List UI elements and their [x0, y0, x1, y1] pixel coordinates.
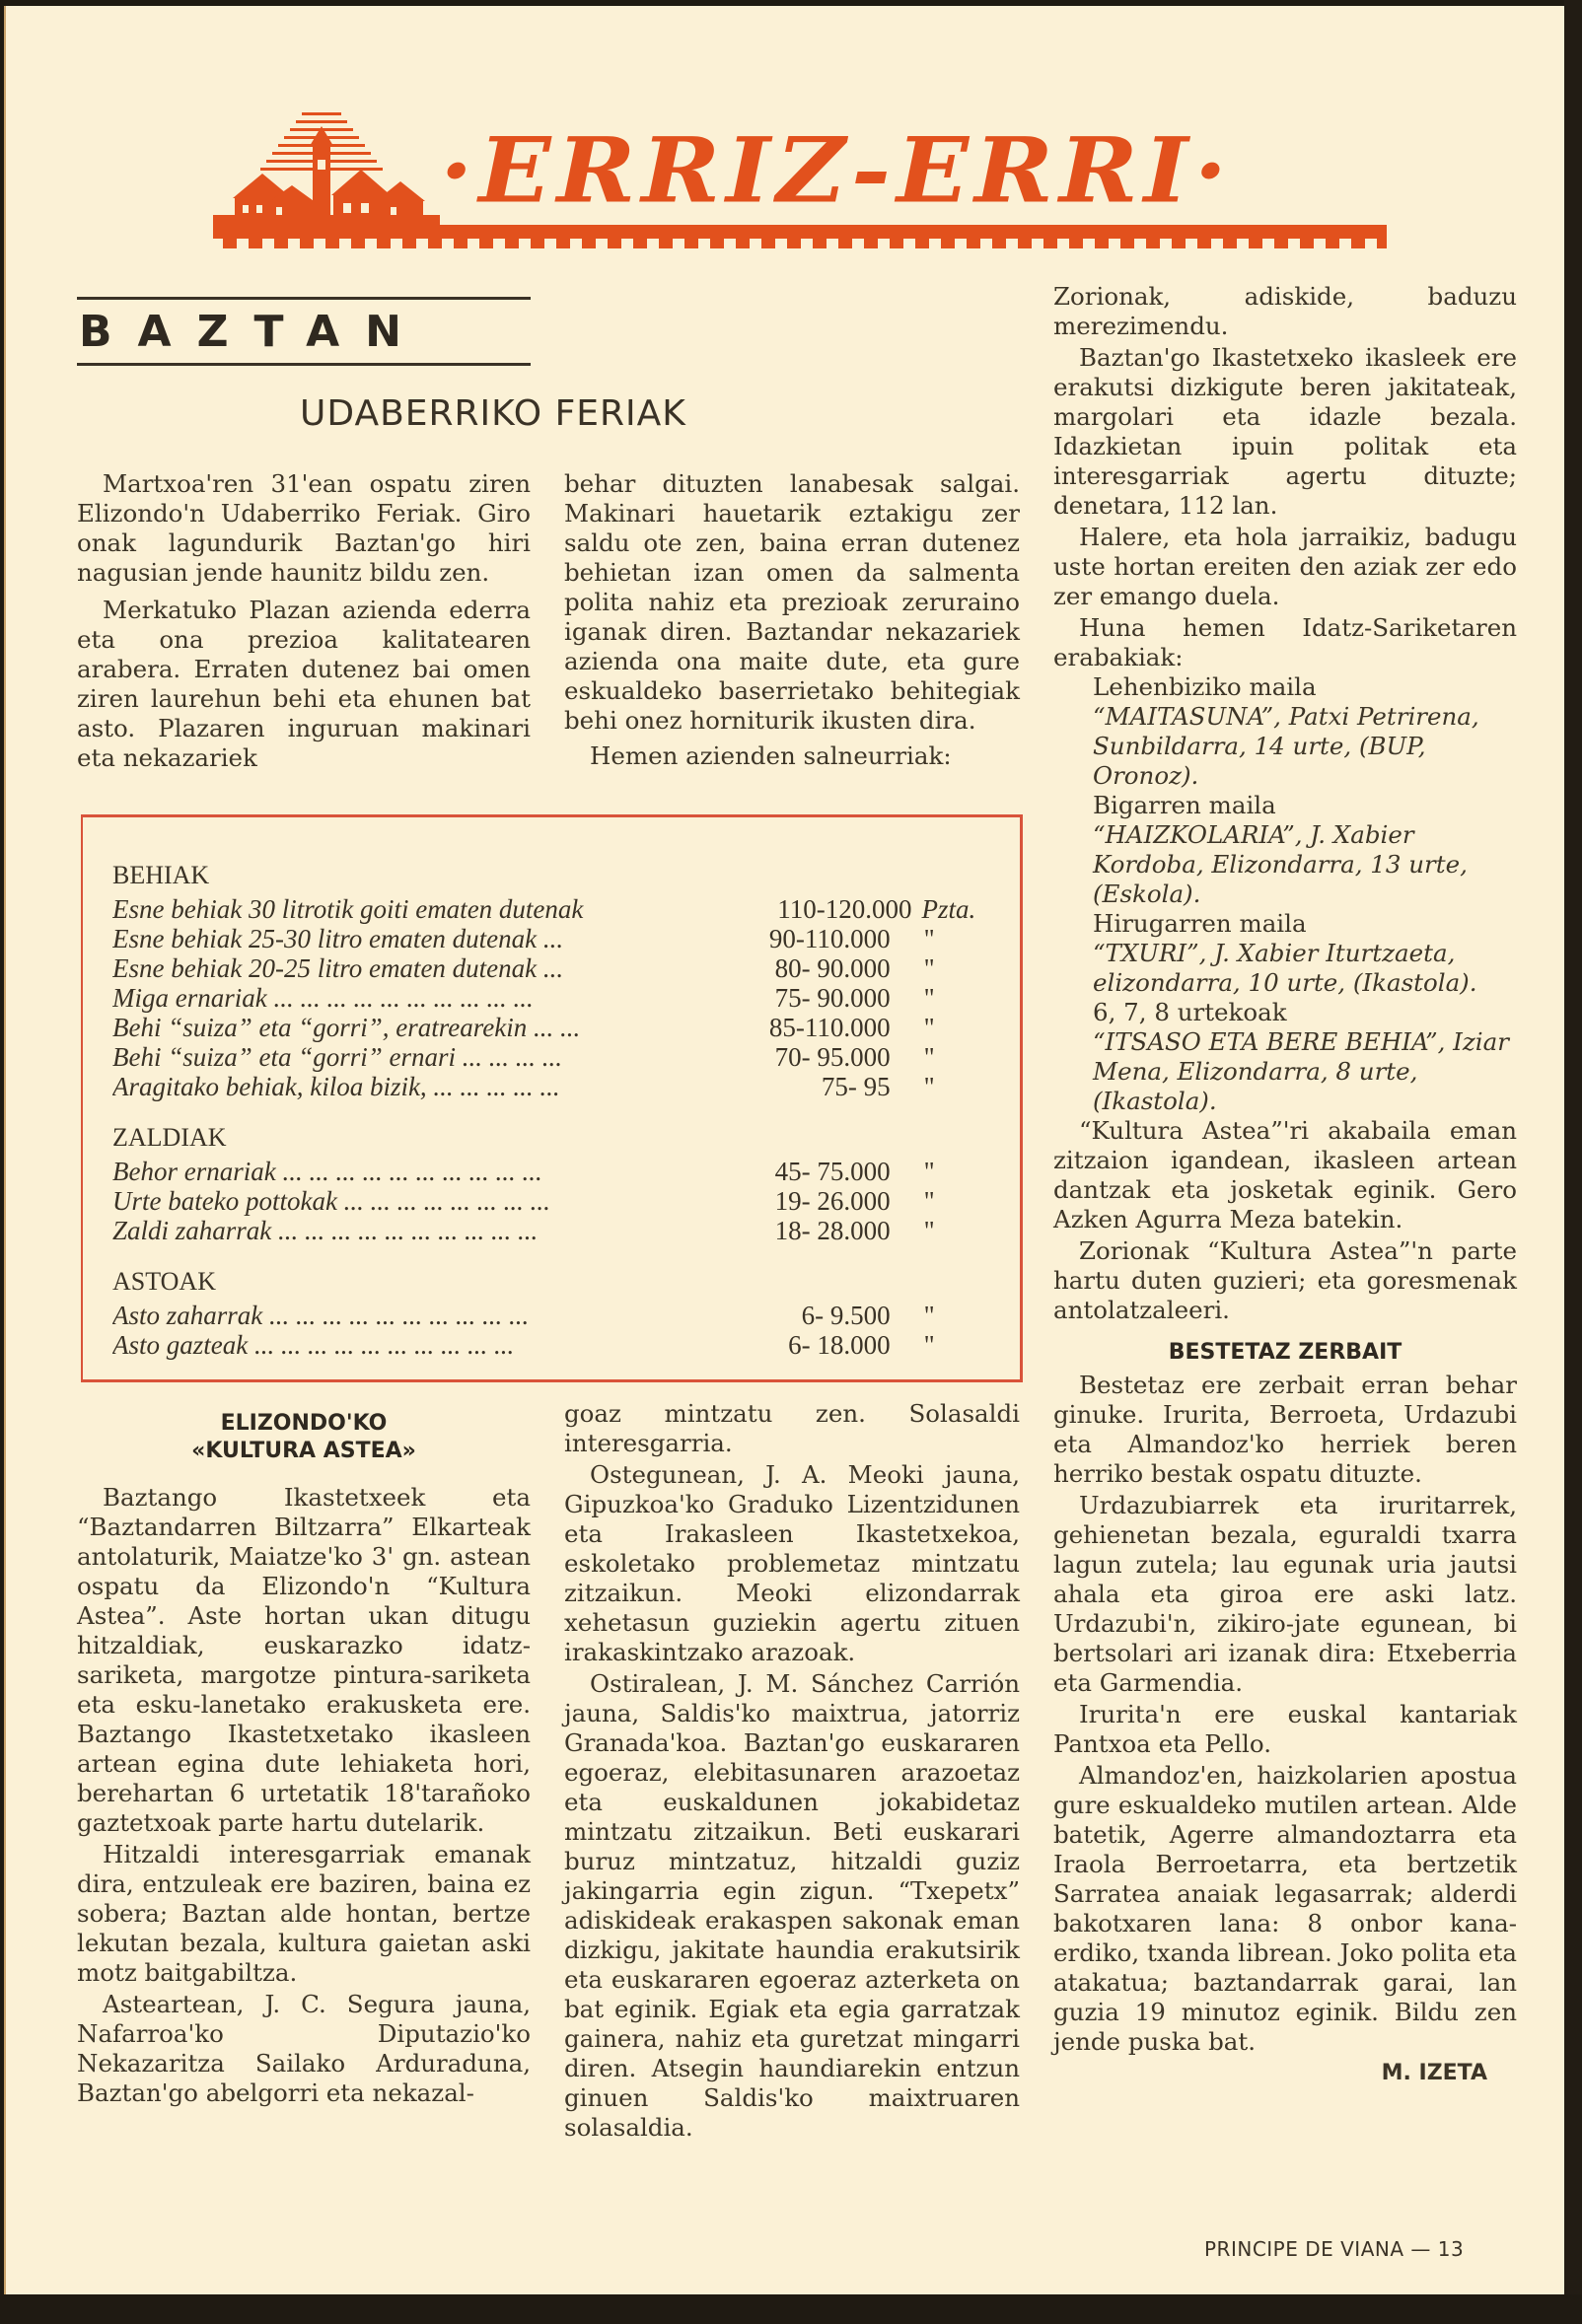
price-row — [112, 1216, 1000, 1245]
paragraph: Hemen azienden salneurriak: — [590, 741, 952, 770]
price-row — [112, 1301, 1000, 1330]
paragraph: Zorionak, adiskide, baduzu merezimendu. — [1053, 282, 1517, 340]
price-row — [112, 953, 1000, 983]
price-unit: " — [923, 924, 935, 953]
paragraph: Asteartean, J. C. Segura jauna, Nafarroa'ko Diputazio'ko Nekazaritza Sailako Arduraduna, Baztan'go abelgorri eta nekazal- — [77, 1990, 531, 2107]
award-work: “TXURI”, J. Xabier Iturtzaeta, elizondarra, 10 urte, (Ikastola). — [1093, 939, 1477, 997]
paragraph: goaz mintzatu zen. Solasaldi interesgarria. — [564, 1399, 1020, 1457]
award-item — [1093, 909, 1517, 998]
price-unit: " — [923, 1301, 935, 1330]
paragraph: Irurita'n ere euskal kantariak Pantxoa eta Pello. — [1053, 1700, 1517, 1758]
paragraph: Baztango Ikastetxeek eta “Baztandarren Biltzarra” Elkarteak antolaturik, Maiatze'ko 3' gn. astean ospatu da Elizondo'n “Kultura Astea”. Aste hortan ukan ditugu hitzaldiak, euskarazko idatz-sariketa, margotze pintura-sariketa eta esku-lanetako erakusketa ere. Baztango Ikastetxetako ikasleen artean egina dute lehiaketa hori, berehartan 6 urtetatik 18'tarañoko gaztetxoak parte hartu dutelarik. — [77, 1483, 531, 1837]
author-signature: M. IZETA — [1381, 2061, 1487, 2085]
award-level: Lehenbiziko maila — [1093, 672, 1317, 701]
price-row — [112, 924, 1000, 953]
paragraph: Merkatuko Plazan azienda ederra eta ona prezioa kalitatearen arabera. Erraten dutenez bai omen ziren laurehun behi eta ehunen bat asto. Plazaren inguruan makinari eta nekazariek — [77, 596, 531, 772]
masthead — [213, 114, 1436, 262]
price-label: Esne behiak 30 litrotik goiti ematen dutenak — [112, 894, 584, 924]
paragraph: Huna hemen Idatz-Sariketaren erabakiak: — [1053, 613, 1517, 671]
bestetaz-headline: BESTETAZ ZERBAIT — [1168, 1340, 1402, 1365]
price-value: 19- 26.000 — [774, 1186, 891, 1216]
price-category-heading: ASTOAK — [112, 1267, 216, 1296]
magazine-page — [4, 6, 1580, 2295]
paragraph: behar dituzten lanabesak salgai. Makinari hauetarik eztakigu zer saldu ote zen, baina erran dutenez behietan izan omen da salmenta polita nahiz eta prezioak zeruraino iganak diren. Baztandar nekazariek azienda ona maite dute, eta gure eskualdeko baserrietako behitegiak behi onez horniturik ikusten dira. — [564, 469, 1020, 735]
price-row — [112, 1330, 1000, 1360]
price-value: 90-110.000 — [768, 924, 891, 953]
column-3 — [1053, 282, 1517, 2088]
price-row — [112, 1013, 1000, 1042]
section-title: BAZTAN — [79, 307, 427, 357]
price-value: 70- 95.000 — [774, 1042, 891, 1072]
price-category-heading: ZALDIAK — [112, 1123, 227, 1152]
price-value: 75- 95 — [821, 1072, 891, 1101]
price-label: Esne behiak 20-25 litro ematen dutenak ... — [112, 953, 564, 983]
price-label: Behi “suiza” eta “gorri”, eratrearekin ... ... — [112, 1013, 581, 1042]
award-item — [1093, 672, 1517, 791]
price-label: Urte bateko pottokak ... ... ... ... ... ... ... ... — [112, 1186, 550, 1216]
paragraph: “Kultura Astea”'ri akabaila eman zitzaion igandean, ikasleen artean dantzak eta josketak eginik. Gero Azken Agurra Meza batekin. — [1053, 1116, 1517, 1233]
price-row — [112, 1072, 1000, 1101]
price-table-body — [112, 861, 1000, 1360]
award-item — [1093, 791, 1517, 909]
price-label: Asto gazteak ... ... ... ... ... ... ... ... ... ... — [112, 1330, 515, 1360]
paragraph: Ostiralean, J. M. Sánchez Carrión jauna, Saldis'ko maixtrua, jatorriz Granada'koa. Baztan'go euskararen egoeraz, elebitasunaren arazoetaz eta euskaldunen jokabidetaz mintzatu zitzaikun. Beti euskarari buruz mintzatuz, hitzaldi guziz jakingarria egin zigun. “Txepetx” adiskideak erakaspen sakonak eman dizkigu, jakitate haundia erakutsirik eta euskararen egoeraz azterketa on bat eginik. Egiak eta egia garratzak gainera, nahiz eta guretzat mingarri diren. Atsegin haundiarekin entzun ginuen Saldis'ko maixtruaren solasaldia. — [564, 1669, 1020, 2142]
price-unit: " — [923, 953, 935, 983]
paragraph: Halere, eta hola jarraikiz, badugu uste hortan ereiten den aziak zer edo zer emango duela. — [1053, 523, 1517, 610]
award-work: “HAIZKOLARIA”, J. Xabier Kordoba, Elizondarra, 13 urte, (Eskola). — [1093, 820, 1468, 908]
price-unit: " — [923, 983, 935, 1013]
price-value: 75- 90.000 — [774, 983, 891, 1013]
price-row — [112, 1042, 1000, 1072]
page-footer: PRINCIPE DE VIANA — 13 — [1204, 2237, 1465, 2261]
price-unit: " — [923, 1216, 935, 1245]
price-category-heading: BEHIAK — [112, 861, 210, 889]
article1-column-1 — [77, 469, 531, 773]
price-label: Miga ernariak ... ... ... ... ... ... ... ... ... ... — [112, 983, 534, 1013]
paragraph: Bestetaz ere zerbait erran behar ginuke. Irurita, Berroeta, Urdazubi eta Almandoz'ko herriek beren herriko bestak ospatu dituzte. — [1053, 1371, 1517, 1488]
article-headline: UDABERRIKO FERIAK — [300, 393, 686, 434]
price-value: 80- 90.000 — [774, 953, 891, 983]
price-unit: Pzta. — [921, 894, 976, 924]
price-row — [112, 894, 1000, 924]
price-value: 45- 75.000 — [774, 1157, 891, 1186]
paragraph: Hitzaldi interesgarriak emanak dira, entzuleak ere baziren, baina ez sobera; Baztan alde hontan, bertze lekutan bezala, kultura gaietan aski motz baitgabiltza. — [77, 1840, 531, 1987]
section-rule-bottom — [77, 363, 531, 366]
price-value: 18- 28.000 — [774, 1216, 891, 1245]
price-label: Behi “suiza” eta “gorri” ernari ... ... ... ... — [112, 1042, 563, 1072]
price-unit: " — [923, 1042, 935, 1072]
award-level: Bigarren maila — [1093, 791, 1276, 819]
price-value: 85-110.000 — [768, 1013, 891, 1042]
article2-headline-line2: «KULTURA ASTEA» — [191, 1439, 416, 1463]
award-item — [1093, 998, 1517, 1116]
award-work: “ITSASO ETA BERE BEHIA”, Iziar Mena, Elizondarra, 8 urte, (Ikastola). — [1093, 1027, 1509, 1115]
price-label: Asto zaharrak ... ... ... ... ... ... ... ... ... ... — [112, 1301, 530, 1330]
price-unit: " — [923, 1186, 935, 1216]
paragraph: Zorionak “Kultura Astea”'n parte hartu duten guzieri; eta goresmenak antolatzaleeri. — [1053, 1236, 1517, 1324]
price-value: 110-120.000 — [777, 894, 912, 924]
page-edge-shadow — [0, 2294, 1582, 2324]
price-value: 6- 18.000 — [788, 1330, 891, 1360]
paragraph: Baztan'go Ikastetxeko ikasleek ere erakutsi dizkigute beren jakitateak, margolari eta idazle bezala. Idazkietan ipuin politak eta interesgarriak agertu dituzte; denetara, 112 lan. — [1053, 343, 1517, 520]
article2-headline-line1: ELIZONDO'KO — [220, 1411, 388, 1436]
price-label: Esne behiak 25-30 litro ematen dutenak ... — [112, 924, 564, 953]
masthead-crenellation — [223, 237, 1387, 248]
award-level: Hirugarren maila — [1093, 909, 1307, 938]
paragraph: Ostegunean, J. A. Meoki jauna, Gipuzkoa'ko Graduko Lizentzidunen eta Irakasleen Ikastetxekoa, eskoletako problemetaz mintzatu zitzaikun. Meoki elizondarrak xehetasun guziekin agertu zituen irakaskintzako arazoak. — [564, 1460, 1020, 1666]
page-edge-shadow — [1564, 0, 1582, 2324]
village-illustration-icon — [213, 105, 440, 243]
price-row — [112, 1186, 1000, 1216]
price-row — [112, 1157, 1000, 1186]
price-unit: " — [923, 1072, 935, 1101]
award-work: “MAITASUNA”, Patxi Petrirena, Sunbildarra, 14 urte, (BUP, Oronoz). — [1093, 702, 1479, 790]
price-label: Behor ernariak ... ... ... ... ... ... ... ... ... ... — [112, 1157, 542, 1186]
section-rule-top — [77, 297, 531, 300]
paragraph: Martxoa'ren 31'ean ospatu ziren Elizondo'n Udaberriko Feriak. Giro onak lagundurik Baztan'go hiri nagusian jende haunitz bildu zen. — [77, 469, 531, 587]
article2-column-1 — [77, 1406, 531, 2108]
price-row — [112, 983, 1000, 1013]
price-value: 6- 9.500 — [801, 1301, 891, 1330]
price-label: Aragitako behiak, kiloa bizik, ... ... ... ... ... — [112, 1072, 560, 1101]
article2-column-2 — [564, 1399, 1020, 2143]
price-unit: " — [923, 1013, 935, 1042]
award-level: 6, 7, 8 urtekoak — [1093, 998, 1287, 1026]
masthead-title: ·ERRIZ-ERRI· — [440, 116, 1234, 224]
price-unit: " — [923, 1330, 935, 1360]
paragraph: Urdazubiarrek eta iruritarrek, gehienetan bezala, eguraldi txarra lagun zutela; lau egunak uria jautsi ahala eta giroa ere aski latz. Urdazubi'n, zikiro-jate egunean, bi bertsolari ari izanak dira: Etxeberria eta Garmendia. — [1053, 1491, 1517, 1697]
article2-headline — [77, 1410, 531, 1465]
article1-column-2 — [564, 469, 1020, 771]
price-label: Zaldi zaharrak ... ... ... ... ... ... ... ... ... ... — [112, 1216, 539, 1245]
price-unit: " — [923, 1157, 935, 1186]
price-table — [81, 814, 1023, 1382]
award-list — [1053, 672, 1517, 1116]
paragraph: Almandoz'en, haizkolarien apostua gure eskualdeko mutilen artean. Alde batetik, Agerre almandoztarra eta Iraola Berroetarra, eta bertzetik Sarratea anaiak legasarrak; alderdi bakotxaren lana: 8 onbor kana-erdiko, txanda librean. Joko polita eta atakatua; baztandarrak garai, lan guzia 19 minutoz eginik. Bildu zen jende puska bat. — [1053, 1761, 1517, 2056]
